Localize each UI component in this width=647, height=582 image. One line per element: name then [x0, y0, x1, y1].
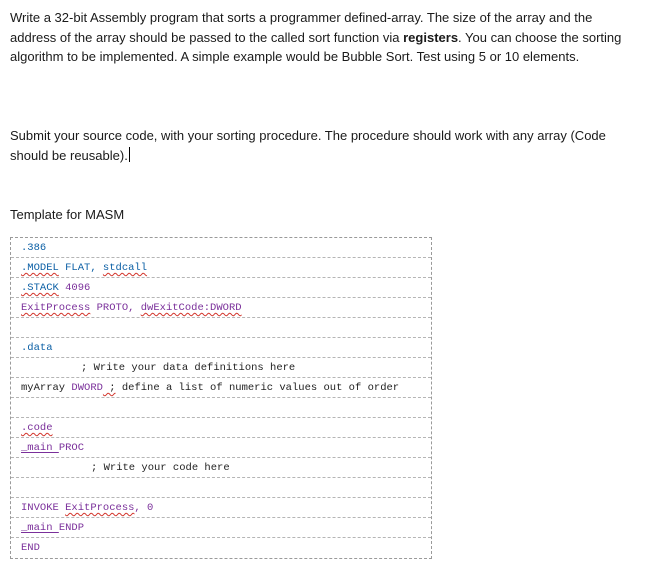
- code-token: , 0: [134, 502, 154, 514]
- instruction-paragraph: [10, 8, 635, 67]
- code-line: [11, 298, 431, 318]
- code-token: .MODEL: [21, 262, 59, 274]
- code-token: PROC: [58, 442, 85, 454]
- code-token: FLAT,: [58, 262, 103, 274]
- code-token: stdcall: [102, 262, 148, 274]
- code-line: [11, 418, 431, 438]
- code-line-empty: [11, 398, 431, 418]
- code-token: myArray: [21, 382, 72, 394]
- code-line: [11, 538, 431, 558]
- code-token: DWORD: [71, 382, 103, 394]
- code-line: [11, 518, 431, 538]
- code-line: [11, 338, 431, 358]
- code-line: [11, 258, 431, 278]
- code-line: [11, 458, 431, 478]
- code-comment: ; Write your code here: [91, 462, 230, 474]
- code-token: _main: [21, 442, 59, 454]
- code-token: _main: [21, 522, 59, 534]
- code-token: .code: [21, 422, 53, 434]
- code-line: [11, 278, 431, 298]
- code-comment: define a list of numeric values out of order: [115, 382, 400, 394]
- template-heading: Template for MASM: [10, 207, 125, 222]
- instruction-text-end: . You can choose the sorting algorithm to be implemented. A simple example would be Bubble Sort. Test using 5 or 10 elements.: [10, 29, 622, 64]
- code-token: .STACK: [21, 282, 59, 294]
- code-token: END: [21, 542, 40, 554]
- code-line: [11, 358, 431, 378]
- code-line-empty: [11, 318, 431, 338]
- text-cursor: [129, 147, 130, 162]
- code-token: dwExitCode:DWORD: [140, 302, 242, 314]
- instruction-bold-registers: registers: [403, 29, 459, 45]
- code-line: [11, 498, 431, 518]
- code-line: [11, 378, 431, 398]
- code-line: [11, 438, 431, 458]
- code-template-table: [10, 237, 432, 559]
- code-token: INVOKE: [21, 502, 66, 514]
- code-token: ;: [102, 382, 116, 394]
- code-token: PROTO,: [90, 302, 141, 314]
- submission-paragraph: [10, 126, 635, 165]
- submission-text: Submit your source code, with your sorting procedure. The procedure should work with any array (Code should be reusable).: [10, 128, 606, 163]
- code-line: [11, 238, 431, 258]
- code-line-empty: [11, 478, 431, 498]
- code-token: ENDP: [58, 522, 85, 534]
- code-token: .386: [21, 242, 47, 254]
- code-token: 4096: [58, 282, 91, 294]
- code-comment: ; Write your data definitions here: [81, 362, 296, 374]
- instruction-text: Write a 32-bit Assembly program that sorts a programmer defined-array. The size of the array and the address of the array should be passed to the called sort function via: [10, 10, 593, 45]
- code-token: .data: [21, 342, 53, 354]
- code-token: ExitProcess: [65, 502, 135, 514]
- code-token: ExitProcess: [21, 302, 91, 314]
